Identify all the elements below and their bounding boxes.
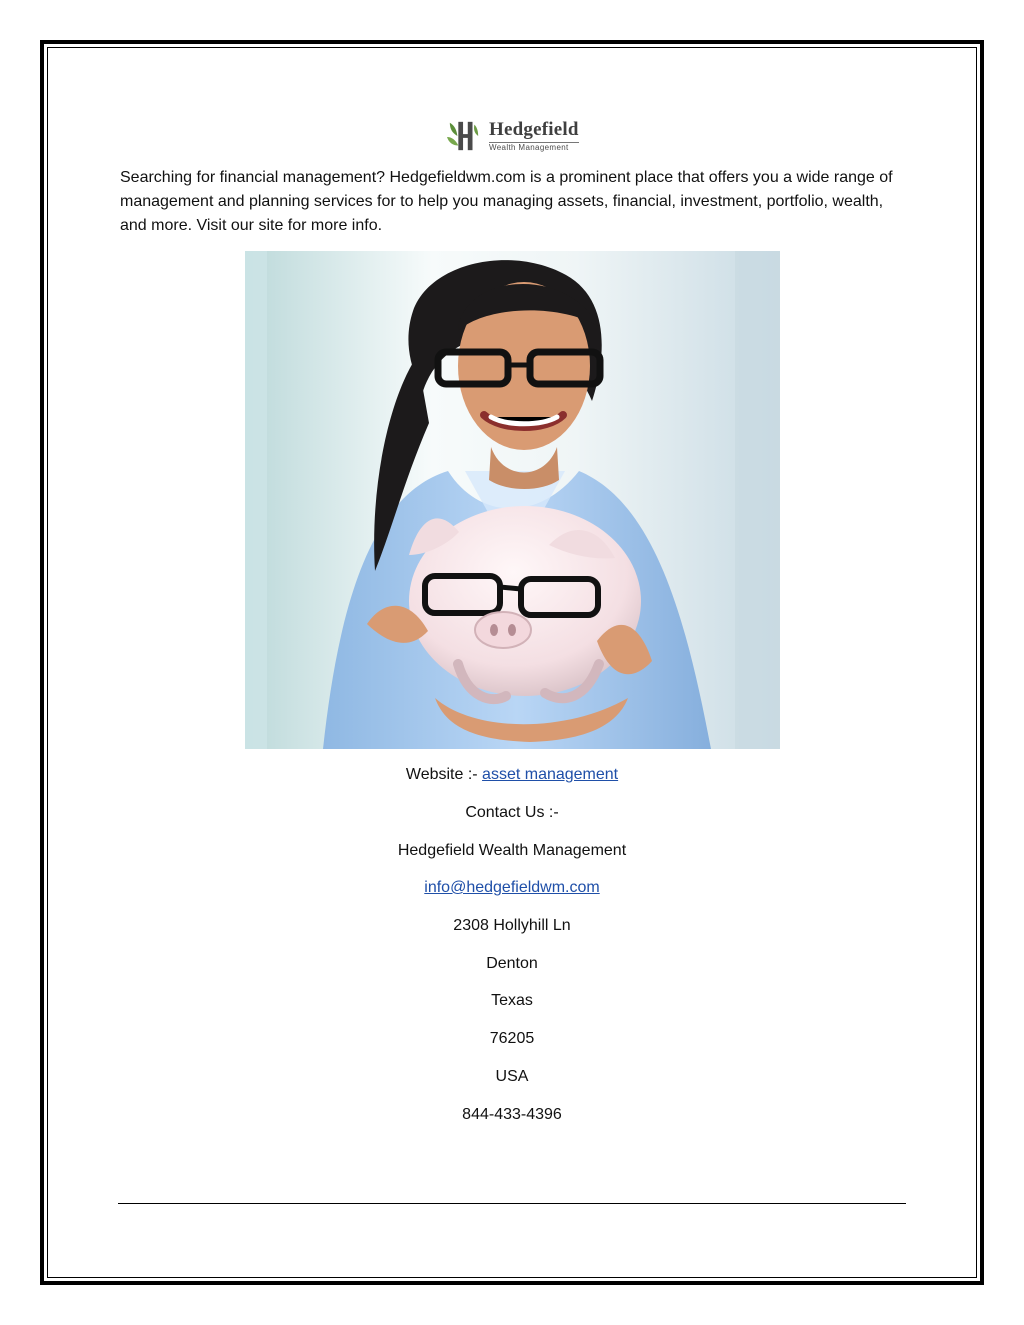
street-address: 2308 Hollyhill Ln <box>453 917 571 934</box>
state: Texas <box>491 992 533 1009</box>
country: USA <box>495 1068 529 1085</box>
email-line <box>0 877 1024 899</box>
hero-photo <box>245 251 780 749</box>
logo-brand-name: Hedgefield <box>489 119 579 140</box>
city: Denton <box>486 955 538 972</box>
phone-number: 844-433-4396 <box>462 1106 562 1123</box>
contact-us-label: Contact Us :- <box>465 804 559 821</box>
website-line <box>0 764 1024 786</box>
email-link[interactable]: info@hedgefieldwm.com <box>424 879 600 896</box>
zip-code: 76205 <box>489 1030 535 1047</box>
company-logo <box>445 118 581 154</box>
logo-subtitle: Wealth Management <box>489 142 579 152</box>
woman-with-piggy-bank-icon <box>245 251 780 749</box>
website-label: Website :- <box>405 766 483 783</box>
hedgefield-leaf-icon <box>445 119 483 153</box>
asset-management-link[interactable]: asset management <box>482 766 619 783</box>
intro-paragraph: Searching for financial management? Hedgefieldwm.com is a prominent place that offers you a wide range of management and planning services for to help you managing assets, financial, investment, portfolio, wealth, and more. Visit our site for more info. <box>120 169 893 234</box>
logo-text-block <box>489 120 579 152</box>
company-name: Hedgefield Wealth Management <box>397 842 627 859</box>
footer-divider <box>118 1203 906 1204</box>
